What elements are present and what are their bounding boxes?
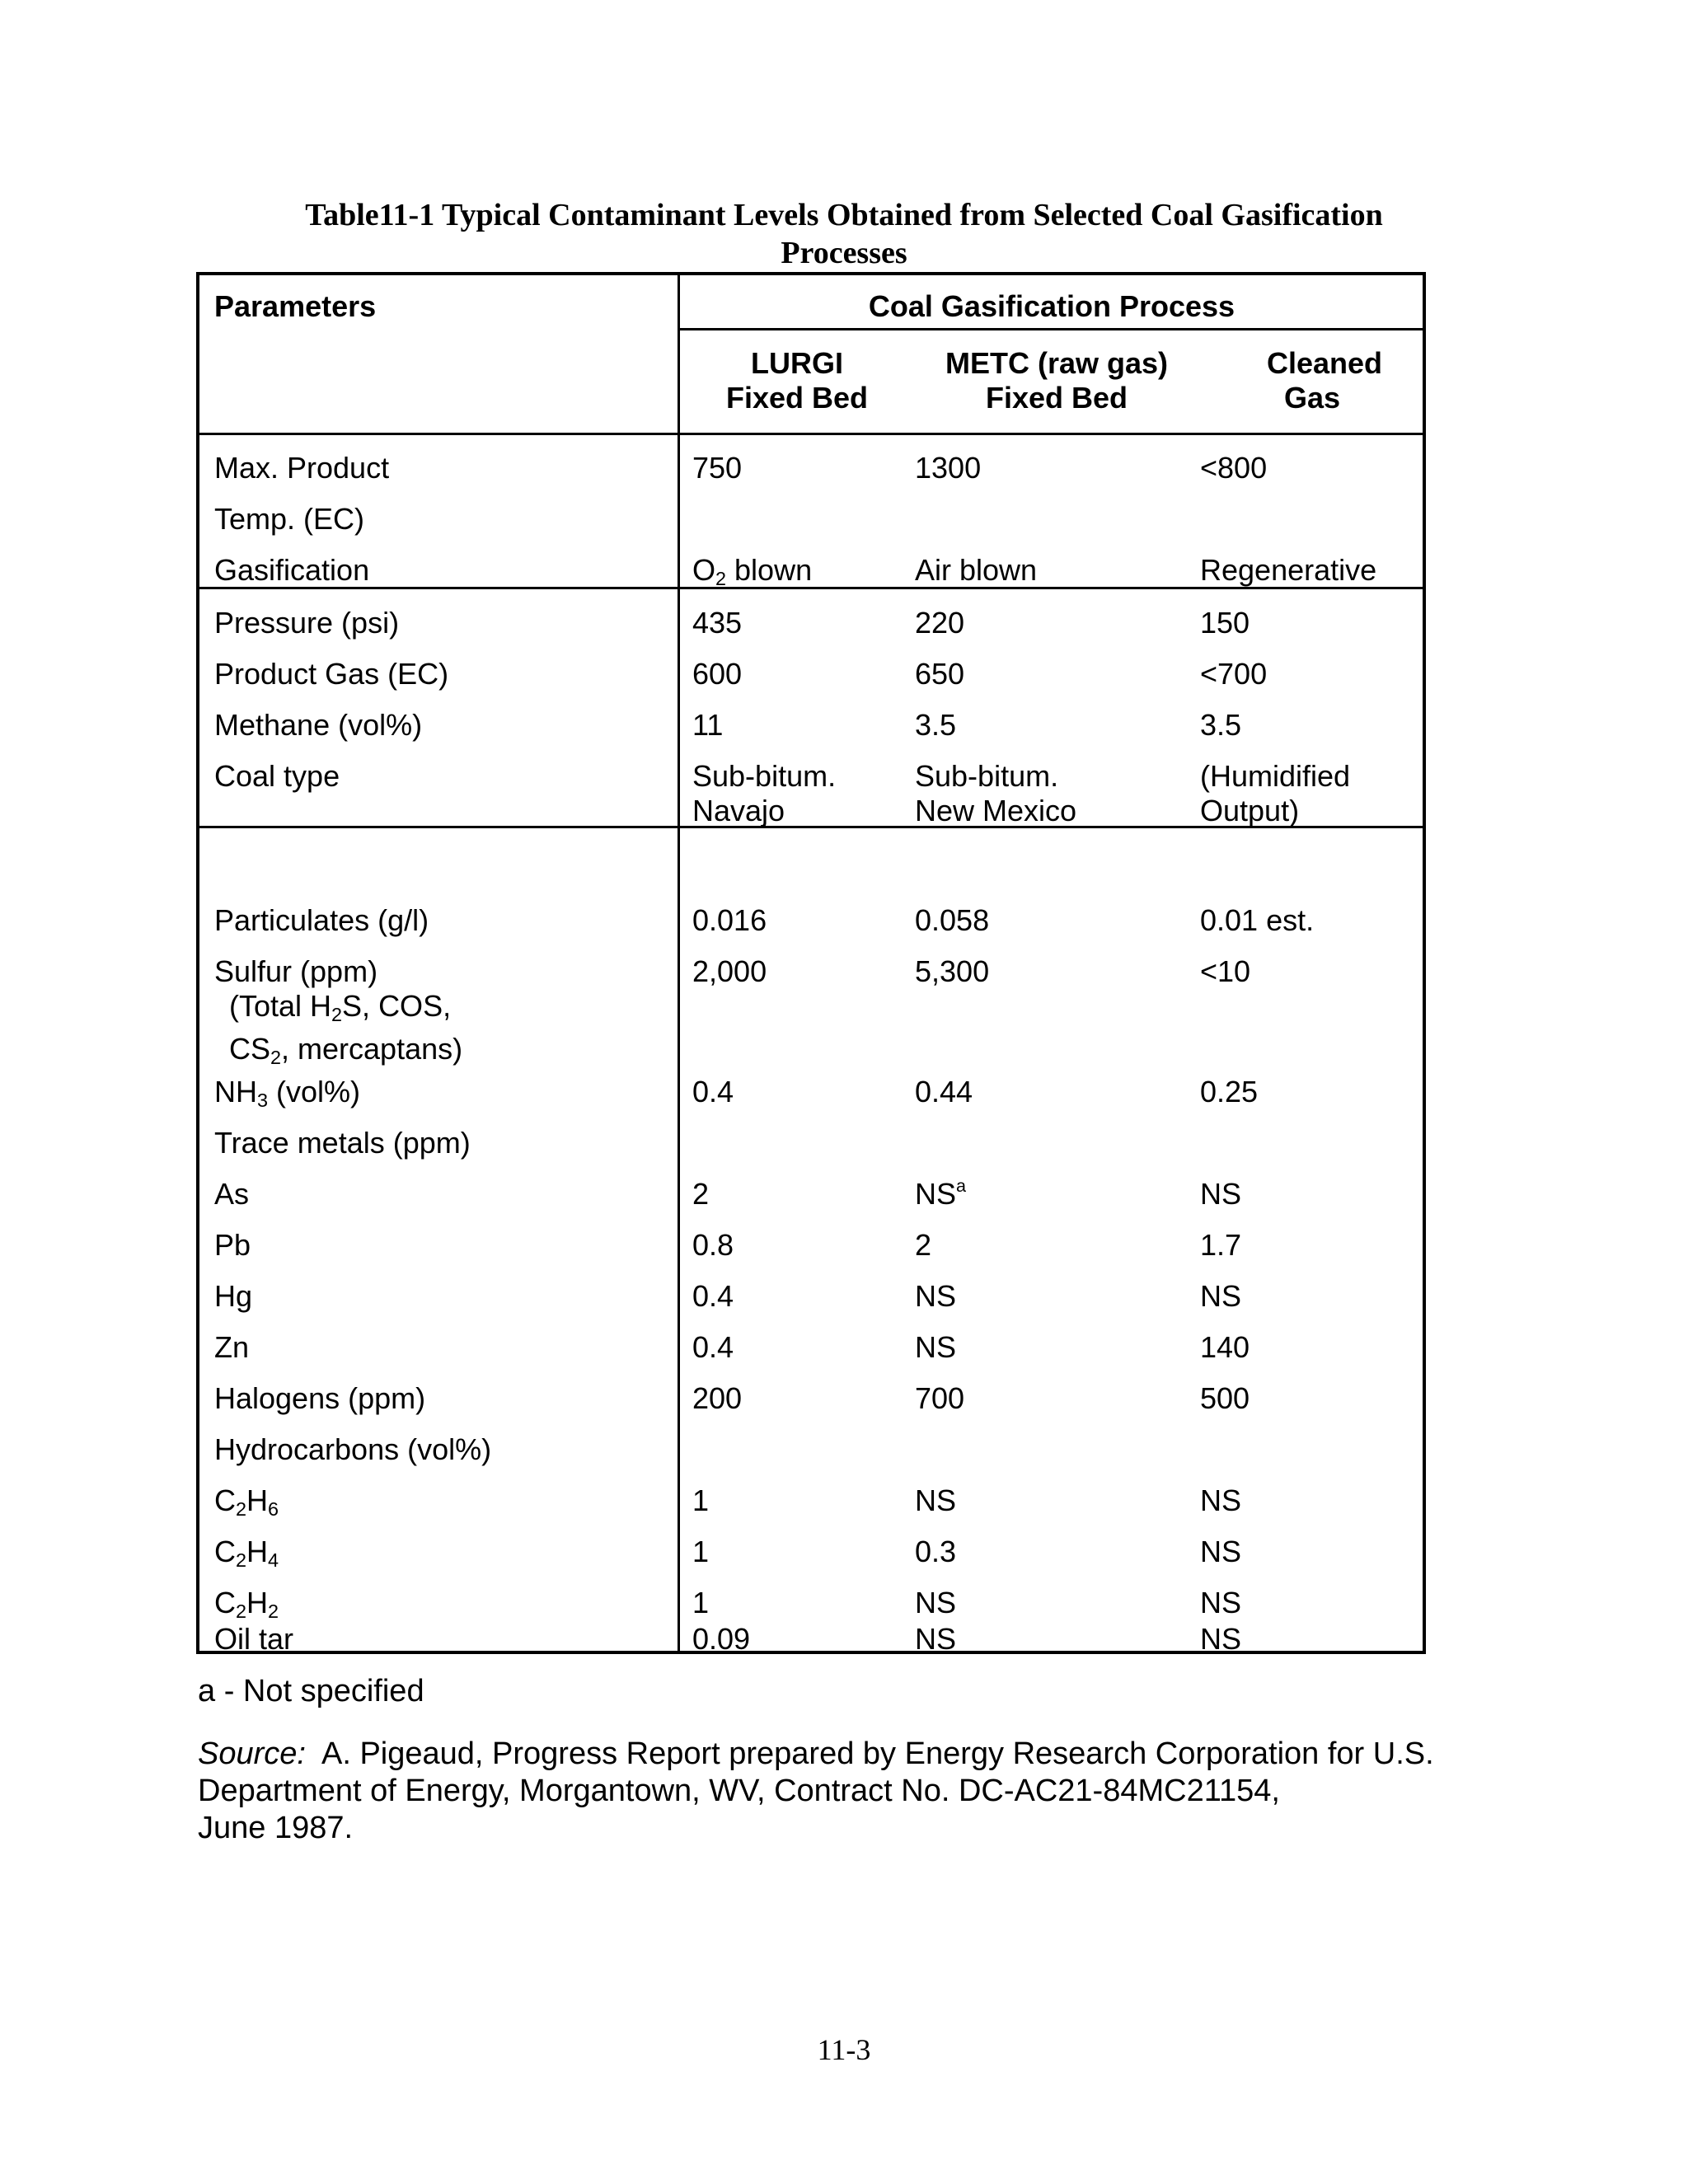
row-label-zn: Zn <box>214 1330 250 1364</box>
row-label-hydrocarbons: Hydrocarbons (vol%) <box>214 1432 492 1466</box>
source-label: Source: <box>198 1736 306 1771</box>
row-label-pressure: Pressure (psi) <box>214 606 400 640</box>
cell-cleaned: 0.25 <box>1200 1075 1259 1108</box>
cell-cleaned: Regenerative <box>1200 553 1377 587</box>
table-title <box>0 196 1688 272</box>
row-label-coal-type: Coal type <box>214 759 340 793</box>
cell-metc: 0.058 <box>915 903 990 937</box>
row-label-c2h6: $C_2H_6$ <box>214 1483 279 1520</box>
cell-lurgi: 0.016 <box>692 903 767 937</box>
header-bottom-divider <box>199 433 1423 435</box>
row-label-sulfur: Sulfur (ppm) (Total $H_2S$, COS, $CS_2$, mercaptans) <box>214 954 463 1068</box>
row-label-gasification: Gasification <box>214 553 370 587</box>
cell-metc: NS <box>915 1622 957 1656</box>
cell-lurgi: 750 <box>692 451 743 485</box>
cell-metc: 0.3 <box>915 1535 957 1568</box>
table-title-line2: Processes <box>781 236 907 270</box>
cell-cleaned: 1.7 <box>1200 1228 1242 1262</box>
cell-lurgi: 1 <box>692 1586 710 1619</box>
cell-metc: NS <box>915 1330 957 1364</box>
cell-lurgi: 0.4 <box>692 1075 734 1108</box>
cell-lurgi: 600 <box>692 657 743 691</box>
cell-cleaned: NS <box>1200 1535 1242 1568</box>
cell-metc: 5,300 <box>915 954 990 988</box>
cell-metc: 3.5 <box>915 708 957 742</box>
cell-lurgi: 1 <box>692 1535 710 1568</box>
row-label-as: As <box>214 1177 250 1211</box>
footnote: a - Not specified <box>198 1674 424 1708</box>
cell-cleaned: 0.01 est. <box>1200 903 1315 937</box>
cell-cleaned: <800 <box>1200 451 1268 485</box>
cell-metc: Air blown <box>915 553 1038 587</box>
contaminant-table <box>196 272 1426 1654</box>
cell-lurgi: 435 <box>692 606 743 640</box>
cell-lurgi: 0.4 <box>692 1330 734 1364</box>
row-label-hg: Hg <box>214 1279 253 1313</box>
cell-cleaned: NS <box>1200 1177 1242 1211</box>
row-label-methane: Methane (vol%) <box>214 708 423 742</box>
cell-lurgi: 0.8 <box>692 1228 734 1262</box>
row-label-particulates: Particulates (g/l) <box>214 903 429 937</box>
cell-metc: 700 <box>915 1381 965 1415</box>
column-divider <box>678 275 680 1651</box>
cell-lurgi: 200 <box>692 1381 743 1415</box>
cell-metc: NS <box>915 1483 957 1517</box>
cell-metc: NS <box>915 1586 957 1619</box>
header-process-group: Coal Gasification Process <box>868 289 1236 323</box>
cell-lurgi: Sub-bitum. Navajo <box>692 759 837 827</box>
cell-cleaned: NS <box>1200 1483 1242 1517</box>
cell-metc: NS <box>915 1279 957 1313</box>
row-label-max-product: Max. Product <box>214 451 390 485</box>
cell-cleaned: (Humidified Output) <box>1200 759 1351 827</box>
cell-lurgi: 0.4 <box>692 1279 734 1313</box>
cell-cleaned: NS <box>1200 1279 1242 1313</box>
cell-metc: $NS^a$ <box>915 1174 967 1211</box>
cell-cleaned: <700 <box>1200 657 1268 691</box>
row-label-product-gas: Product Gas (EC) <box>214 657 449 691</box>
cell-lurgi: 0.09 <box>692 1622 751 1656</box>
cell-cleaned: 140 <box>1200 1330 1250 1364</box>
row-label-nh3: $NH_3$ (vol%) <box>214 1075 361 1111</box>
cell-cleaned: NS <box>1200 1586 1242 1619</box>
row-label-c2h4: $C_2H_4$ <box>214 1535 279 1571</box>
row-label-trace-metals: Trace metals (ppm) <box>214 1126 471 1160</box>
cell-metc: 1300 <box>915 451 982 485</box>
cell-cleaned: 150 <box>1200 606 1250 640</box>
cell-lurgi: $O_2$ blown <box>692 553 813 589</box>
row-label-oil-tar: Oil tar <box>214 1622 294 1656</box>
cell-cleaned: 3.5 <box>1200 708 1242 742</box>
cell-metc: 0.44 <box>915 1075 973 1108</box>
header-lurgi: LURGI Fixed Bed <box>725 346 869 415</box>
cell-lurgi: 1 <box>692 1483 710 1517</box>
header-parameters: Parameters <box>214 289 377 323</box>
cell-cleaned: <10 <box>1200 954 1251 988</box>
row-label-c2h2: $C_2H_2$ <box>214 1586 279 1622</box>
row-label-temp: Temp. (EC) <box>214 502 365 536</box>
header-metc: METC (raw gas) Fixed Bed <box>945 346 1169 415</box>
cell-cleaned: 500 <box>1200 1381 1250 1415</box>
cell-lurgi: 2 <box>692 1177 710 1211</box>
cell-metc: 2 <box>915 1228 932 1262</box>
cell-metc: 650 <box>915 657 965 691</box>
cell-lurgi: 2,000 <box>692 954 767 988</box>
header-cleaned-gas: Cleaned Gas <box>1267 346 1383 415</box>
cell-metc: 220 <box>915 606 965 640</box>
cell-lurgi: 11 <box>692 708 724 742</box>
footnote-marker: a <box>956 1174 967 1196</box>
table-title-line1: Table11-1 Typical Contaminant Levels Obtained from Selected Coal Gasification <box>305 198 1383 232</box>
row-label-pb: Pb <box>214 1228 251 1262</box>
row-label-halogens: Halogens (ppm) <box>214 1381 426 1415</box>
cell-metc: Sub-bitum. New Mexico <box>915 759 1077 827</box>
source-citation: Source: A. Pigeaud, Progress Report prepared by Energy Research Corporation for U.S. Department of Energy, Morgantown, WV, Contract No. DC-AC21-84MC21154, June 1987. <box>198 1736 1434 1845</box>
page-number: 11-3 <box>817 2033 871 2066</box>
cell-cleaned: NS <box>1200 1622 1242 1656</box>
header-group-divider <box>678 328 1423 330</box>
